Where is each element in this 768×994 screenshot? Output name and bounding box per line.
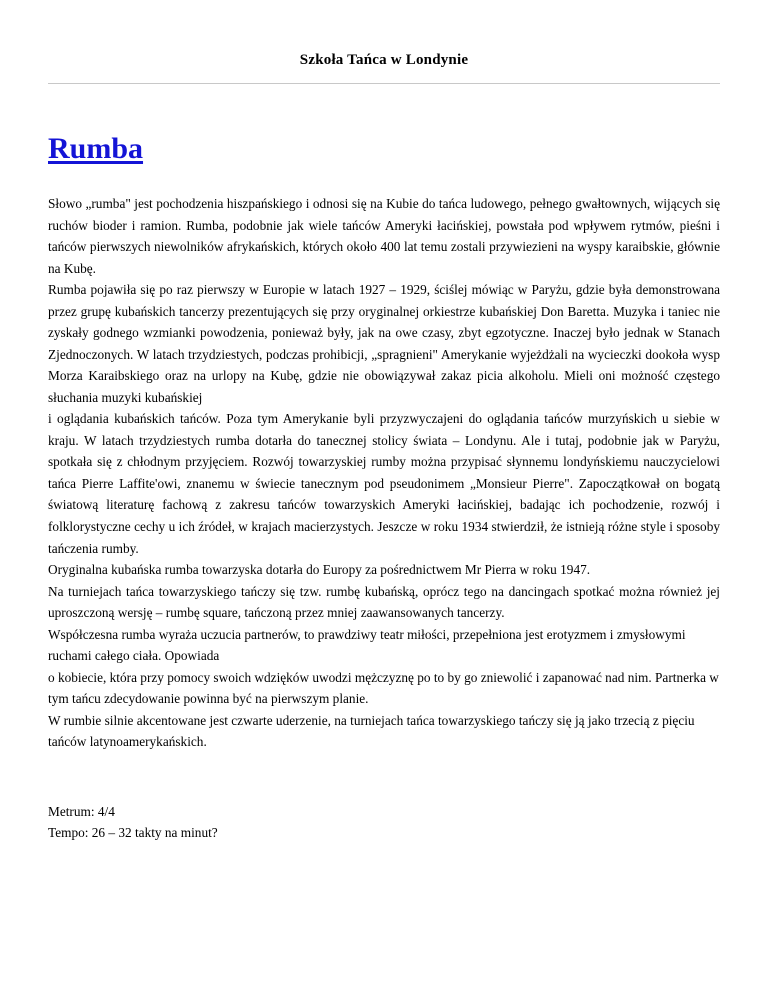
paragraph: Na turniejach tańca towarzyskiego tańczy się tzw. rumbę kubańską, oprócz tego na dancingach spotkać można również jej uproszczoną wersję – rumbę square, tańczoną przez mniej zaawansowanych tancerzy. xyxy=(48,583,720,621)
header-title: Szkoła Tańca w Londynie xyxy=(299,52,469,68)
paragraph: Rumba pojawiła się po raz pierwszy w Europie w latach 1927 – 1929, ściślej mówiąc w Paryżu, gdzie była demonstrowana przez grupę kubańskich tancerzy prezentujących się przy oryginalnej orkiestrze kubańskiej Don Baretta. Muzyka i taniec nie zyskały godnego wzmianki powodzenia, ponieważ były, jak na owe czasy, zbyt egzotyczne. Inaczej było jednak w Stanach Zjednoczonych. W latach trzydziestych, podczas prohibicji, „spragnieni" Amerykanie wyjeżdżali na wycieczki dookoła wysp Morza Karaibskiego oraz na urlopy na Kubę, gdzie nie obowiązywał zakaz picia alkoholu. Mieli oni możność częstego słuchania muzyki kubańskiej xyxy=(48,282,720,405)
paragraph: Oryginalna kubańska rumba towarzyska dotarła do Europy za pośrednictwem Mr Pierra w roku 1947. xyxy=(48,562,591,578)
tempo-line: Tempo: 26 – 32 takty na minut? xyxy=(48,825,218,841)
document-body xyxy=(48,193,720,753)
title-block xyxy=(48,132,720,165)
metadata-block xyxy=(48,801,720,844)
header-divider xyxy=(48,83,720,84)
document-header xyxy=(48,0,720,84)
paragraph: W rumbie silnie akcentowane jest czwarte uderzenie, na turniejach tańca towarzyskiego tańczy się ją jako trzecią z pięciu tańców latynoamerykańskich. xyxy=(48,712,695,750)
meter-line: Metrum: 4/4 xyxy=(48,803,115,819)
page-title: Rumba xyxy=(48,132,144,165)
paragraph: Współczesna rumba wyraża uczucia partnerów, to prawdziwy teatr miłości, przepełniona jest erotyzmem i zmysłowymi ruchami całego ciała. Opowiada xyxy=(48,626,686,664)
paragraph: o kobiecie, która przy pomocy swoich wdzięków uwodzi mężczyznę po to by go zniewolić i zapanować nad nim. Partnerka w tym tańcu zdecydowanie powinna być na pierwszym planie. xyxy=(48,669,719,707)
paragraph: i oglądania kubańskich tańców. Poza tym Amerykanie byli przyzwyczajeni do oglądania tańców murzyńskich u siebie w kraju. W latach trzydziestych rumba dotarła do tanecznej stolicy świata – Londynu. Ale i tutaj, podobnie jak w Paryżu, spotkała się z chłodnym przyjęciem. Rozwój towarzyskiej rumby można przypisać słynnemu londyńskiemu nauczycielowi tańca Pierre Laffite'owi, znanemu w świecie tanecznym pod pseudonimem „Monsieur Pierre". Zapoczątkował on bogatą światową literaturę fachową z zakresu tańców towarzyskich Ameryki łacińskiej, badając ich pochodzenie, rozwój i folklorystyczne cechy u ich źródeł, w krajach macierzystych. Jeszcze w roku 1934 stwierdził, że istnieją różne style i sposoby tańczenia rumby. xyxy=(48,411,720,556)
paragraph: Słowo „rumba" jest pochodzenia hiszpańskiego i odnosi się na Kubie do tańca ludowego, pełnego gwałtownych, wijących się ruchów bioder i ramion. Rumba, podobnie jak wiele tańców Ameryki łacińskiej, powstała pod wpływem rytmów, pieśni i tańców pierwszych niewolników afrykańskich, których około 400 lat temu zostali przywiezieni na wyspy karaibskie, głównie na Kubę. xyxy=(48,196,720,276)
